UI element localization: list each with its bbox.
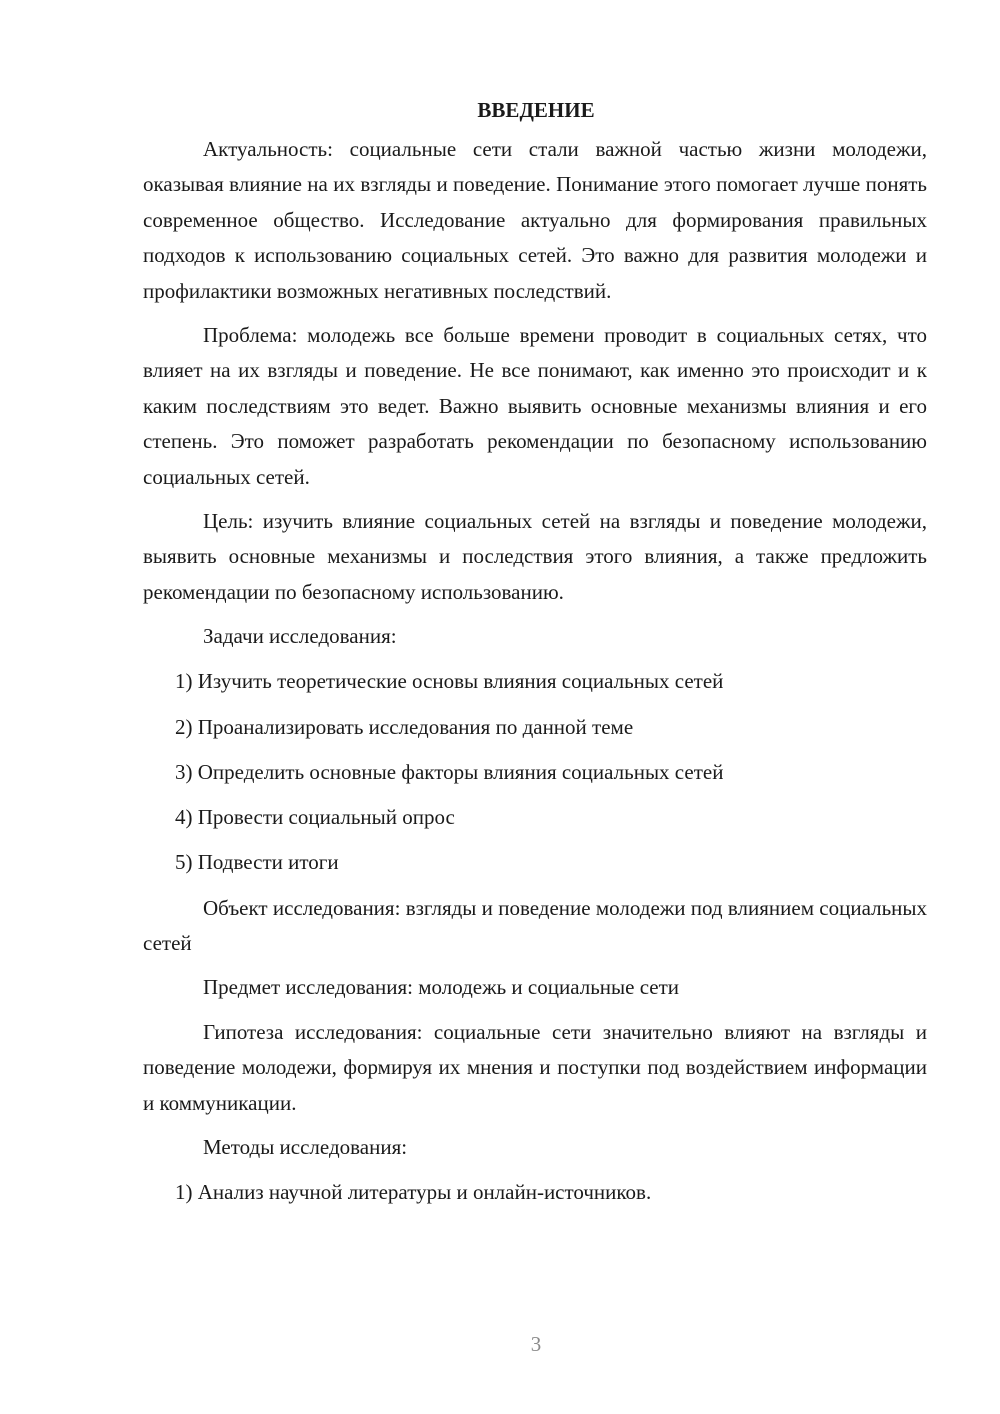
task-item-3: 3) Определить основные факторы влияния социальных сетей: [175, 759, 724, 784]
tasks-label: Задачи исследования:: [203, 624, 397, 649]
goal-paragraph: Цель: изучить влияние социальных сетей на взгляды и поведение молодежи, выявить основные механизмы и последствия этого влияния, а также предложить рекомендации по безопасному использованию.: [143, 509, 927, 604]
methods-label: Методы исследования:: [203, 1134, 408, 1159]
relevance-paragraph: Актуальность: социальные сети стали важной частью жизни молодежи, оказывая влияние на их взгляды и поведение. Понимание этого помогает лучше понять современное общество. Исследование актуально для формирования правильных подходов к использованию социальных сетей. Это важно для развития молодежи и профилактики возможных негативных последствий.: [143, 137, 927, 303]
task-item-5: 5) Подвести итоги: [175, 850, 339, 875]
problem-paragraph: Проблема: молодежь все больше времени проводит в социальных сетях, что влияет на их взгляды и поведение. Не все понимают, как именно это происходит и к каким последствиям это ведет. Важно выявить основные механизмы влияния и его степень. Это поможет разработать рекомендации по безопасному использованию социальных сетей.: [143, 323, 927, 489]
section-heading: ВВЕДЕНИЕ: [477, 98, 595, 122]
method-item-1: 1) Анализ научной литературы и онлайн-источников.: [175, 1180, 652, 1205]
task-item-4: 4) Провести социальный опрос: [175, 805, 455, 830]
page-number: 3: [530, 1332, 542, 1356]
document-page: [143, 92, 927, 1220]
subject-paragraph: Предмет исследования: молодежь и социальные сети: [203, 975, 680, 1000]
task-item-2: 2) Проанализировать исследования по данной теме: [175, 714, 634, 739]
hypothesis-paragraph: Гипотеза исследования: социальные сети значительно влияют на взгляды и поведение молодежи, формируя их мнения и поступки под воздействием информации и коммуникации.: [143, 1019, 927, 1115]
task-item-1: 1) Изучить теоретические основы влияния социальных сетей: [175, 669, 724, 694]
object-paragraph: Объект исследования: взгляды и поведение молодежи под влиянием социальных сетей: [143, 895, 927, 955]
